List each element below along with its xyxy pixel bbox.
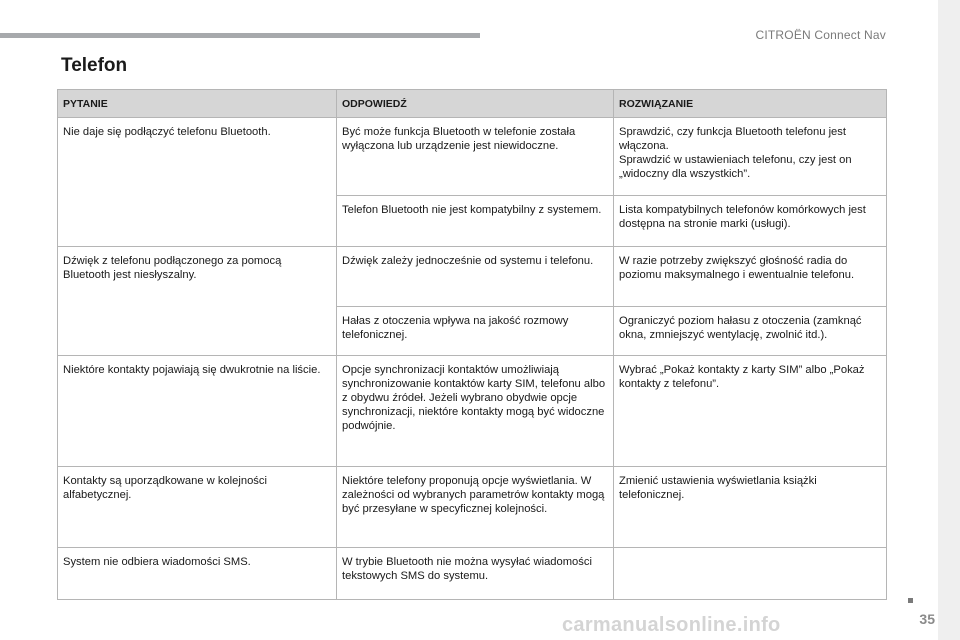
column-header-answer: ODPOWIEDŹ xyxy=(337,90,614,118)
table-row xyxy=(58,356,887,467)
answer-cell: Dźwięk zależy jednocześnie od systemu i telefonu. xyxy=(337,247,614,307)
answer-cell: Być może funkcja Bluetooth w telefonie została wyłączona lub urządzenie jest niewidoczne. xyxy=(337,118,614,196)
solution-cell xyxy=(614,548,887,600)
page-title: Telefon xyxy=(61,55,128,76)
solution-cell: W razie potrzeby zwiększyć głośność radia do poziomu maksymalnego i ewentualnie telefonu. xyxy=(614,247,887,307)
page-number: 35 xyxy=(919,611,935,627)
table-header-row xyxy=(58,90,887,118)
question-cell: System nie odbiera wiadomości SMS. xyxy=(58,548,337,600)
solution-cell: Zmienić ustawienia wyświetlania książki telefonicznej. xyxy=(614,467,887,548)
answer-cell: Opcje synchronizacji kontaktów umożliwiają synchronizowanie kontaktów karty SIM, telefonu albo z obydwu źródeł. Jeżeli wybrano obydwie opcje synchronizacji, niektóre kontakty mogą być widoczne podwójnie. xyxy=(337,356,614,467)
answer-cell: Niektóre telefony proponują opcje wyświetlania. W zależności od wybranych parametrów kontakty mogą być przesyłane w specyficznej kolejności. xyxy=(337,467,614,548)
solution-cell: Sprawdzić, czy funkcja Bluetooth telefonu jest włączona. Sprawdzić w ustawieniach telefonu, czy jest on „widoczny dla wszystkich”. xyxy=(614,118,887,196)
question-cell: Kontakty są uporządkowane w kolejności alfabetycznej. xyxy=(58,467,337,548)
table-row xyxy=(58,118,887,196)
solution-cell: Lista kompatybilnych telefonów komórkowych jest dostępna na stronie marki (usługi). xyxy=(614,196,887,247)
brand-label: CITROËN Connect Nav xyxy=(755,28,886,42)
table-row xyxy=(58,247,887,307)
table-row xyxy=(58,467,887,548)
watermark: carmanualsonline.info xyxy=(562,614,781,636)
question-cell: Niektóre kontakty pojawiają się dwukrotnie na liście. xyxy=(58,356,337,467)
page-marker-icon xyxy=(908,598,913,603)
question-cell: Nie daje się podłączyć telefonu Bluetooth. xyxy=(58,118,337,247)
answer-cell: Telefon Bluetooth nie jest kompatybilny z systemem. xyxy=(337,196,614,247)
column-header-question: PYTANIE xyxy=(58,90,337,118)
faq-table xyxy=(57,89,887,600)
page-edge-strip xyxy=(938,0,960,640)
answer-cell: W trybie Bluetooth nie można wysyłać wiadomości tekstowych SMS do systemu. xyxy=(337,548,614,600)
header-rule xyxy=(0,33,480,38)
solution-cell: Wybrać „Pokaż kontakty z karty SIM” albo „Pokaż kontakty z telefonu”. xyxy=(614,356,887,467)
table-row xyxy=(58,548,887,600)
column-header-solution: ROZWIĄZANIE xyxy=(614,90,887,118)
solution-cell: Ograniczyć poziom hałasu z otoczenia (zamknąć okna, zmniejszyć wentylację, zwolnić itd.). xyxy=(614,307,887,356)
question-cell: Dźwięk z telefonu podłączonego za pomocą Bluetooth jest niesłyszalny. xyxy=(58,247,337,356)
answer-cell: Hałas z otoczenia wpływa na jakość rozmowy telefonicznej. xyxy=(337,307,614,356)
